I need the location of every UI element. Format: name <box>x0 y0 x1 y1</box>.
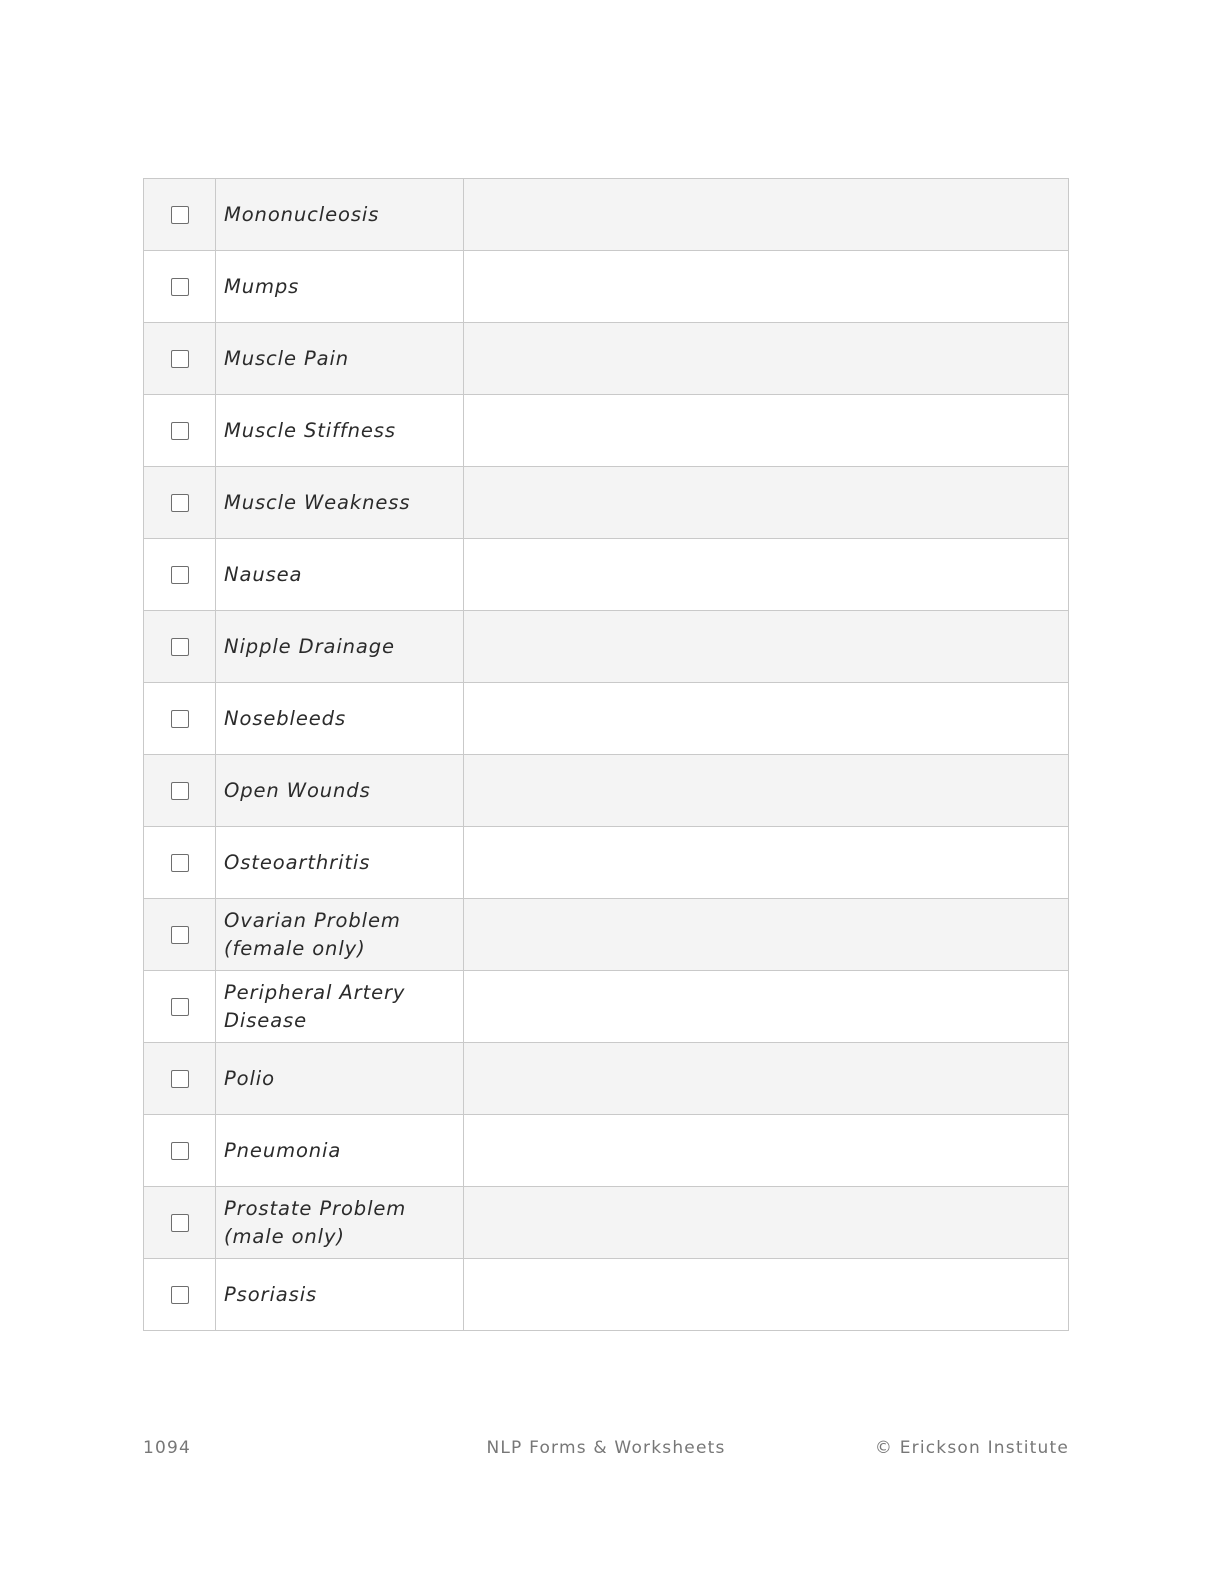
notes-field[interactable] <box>464 179 1069 251</box>
checkbox-cell <box>144 1187 216 1259</box>
table-row <box>144 251 1069 323</box>
condition-checkbox[interactable] <box>171 494 189 512</box>
notes-field[interactable] <box>464 1259 1069 1331</box>
table-row <box>144 179 1069 251</box>
condition-label: Peripheral Artery Disease <box>216 971 464 1043</box>
notes-field[interactable] <box>464 395 1069 467</box>
condition-checklist-table <box>143 178 1069 1331</box>
condition-checkbox[interactable] <box>171 422 189 440</box>
table-row <box>144 1115 1069 1187</box>
notes-field[interactable] <box>464 683 1069 755</box>
condition-checkbox[interactable] <box>171 1214 189 1232</box>
checkbox-cell <box>144 971 216 1043</box>
table-row <box>144 1259 1069 1331</box>
condition-checkbox[interactable] <box>171 782 189 800</box>
table-row <box>144 467 1069 539</box>
table-row <box>144 539 1069 611</box>
table-row <box>144 1187 1069 1259</box>
checkbox-cell <box>144 395 216 467</box>
notes-field[interactable] <box>464 971 1069 1043</box>
condition-label: Mumps <box>216 251 464 323</box>
notes-field[interactable] <box>464 1043 1069 1115</box>
condition-label: Ovarian Problem (female only) <box>216 899 464 971</box>
notes-field[interactable] <box>464 827 1069 899</box>
checkbox-cell <box>144 827 216 899</box>
condition-label: Nipple Drainage <box>216 611 464 683</box>
condition-checkbox[interactable] <box>171 1142 189 1160</box>
checkbox-cell <box>144 251 216 323</box>
table-row <box>144 323 1069 395</box>
condition-label: Polio <box>216 1043 464 1115</box>
condition-checkbox[interactable] <box>171 278 189 296</box>
condition-checkbox[interactable] <box>171 1286 189 1304</box>
checkbox-cell <box>144 467 216 539</box>
table-row <box>144 971 1069 1043</box>
table-row <box>144 827 1069 899</box>
table-row <box>144 755 1069 827</box>
condition-label: Osteoarthritis <box>216 827 464 899</box>
checkbox-cell <box>144 1259 216 1331</box>
notes-field[interactable] <box>464 539 1069 611</box>
document-title: NLP Forms & Worksheets <box>486 1438 726 1458</box>
condition-checkbox[interactable] <box>171 1070 189 1088</box>
condition-label: Muscle Pain <box>216 323 464 395</box>
checkbox-cell <box>144 179 216 251</box>
condition-checkbox[interactable] <box>171 854 189 872</box>
table-row <box>144 1043 1069 1115</box>
condition-checkbox[interactable] <box>171 926 189 944</box>
notes-field[interactable] <box>464 1187 1069 1259</box>
notes-field[interactable] <box>464 755 1069 827</box>
page-footer <box>143 1438 1069 1460</box>
condition-checkbox[interactable] <box>171 206 189 224</box>
copyright-notice: © Erickson Institute <box>874 1438 1069 1458</box>
table-row <box>144 683 1069 755</box>
condition-label: Prostate Problem (male only) <box>216 1187 464 1259</box>
checkbox-cell <box>144 683 216 755</box>
notes-field[interactable] <box>464 251 1069 323</box>
condition-checkbox[interactable] <box>171 566 189 584</box>
condition-label: Pneumonia <box>216 1115 464 1187</box>
checkbox-cell <box>144 755 216 827</box>
notes-field[interactable] <box>464 467 1069 539</box>
checkbox-cell <box>144 539 216 611</box>
notes-field[interactable] <box>464 899 1069 971</box>
condition-label: Mononucleosis <box>216 179 464 251</box>
condition-checkbox[interactable] <box>171 638 189 656</box>
page-number: 1094 <box>143 1438 192 1458</box>
checkbox-cell <box>144 323 216 395</box>
condition-label: Nosebleeds <box>216 683 464 755</box>
notes-field[interactable] <box>464 611 1069 683</box>
condition-checkbox[interactable] <box>171 998 189 1016</box>
condition-label: Muscle Stiffness <box>216 395 464 467</box>
checkbox-cell <box>144 1043 216 1115</box>
table-row <box>144 611 1069 683</box>
table-row <box>144 899 1069 971</box>
checkbox-cell <box>144 899 216 971</box>
notes-field[interactable] <box>464 1115 1069 1187</box>
notes-field[interactable] <box>464 323 1069 395</box>
condition-checkbox[interactable] <box>171 710 189 728</box>
condition-checkbox[interactable] <box>171 350 189 368</box>
condition-label: Nausea <box>216 539 464 611</box>
checkbox-cell <box>144 1115 216 1187</box>
checkbox-cell <box>144 611 216 683</box>
condition-label: Open Wounds <box>216 755 464 827</box>
condition-label: Psoriasis <box>216 1259 464 1331</box>
table-row <box>144 395 1069 467</box>
condition-label: Muscle Weakness <box>216 467 464 539</box>
